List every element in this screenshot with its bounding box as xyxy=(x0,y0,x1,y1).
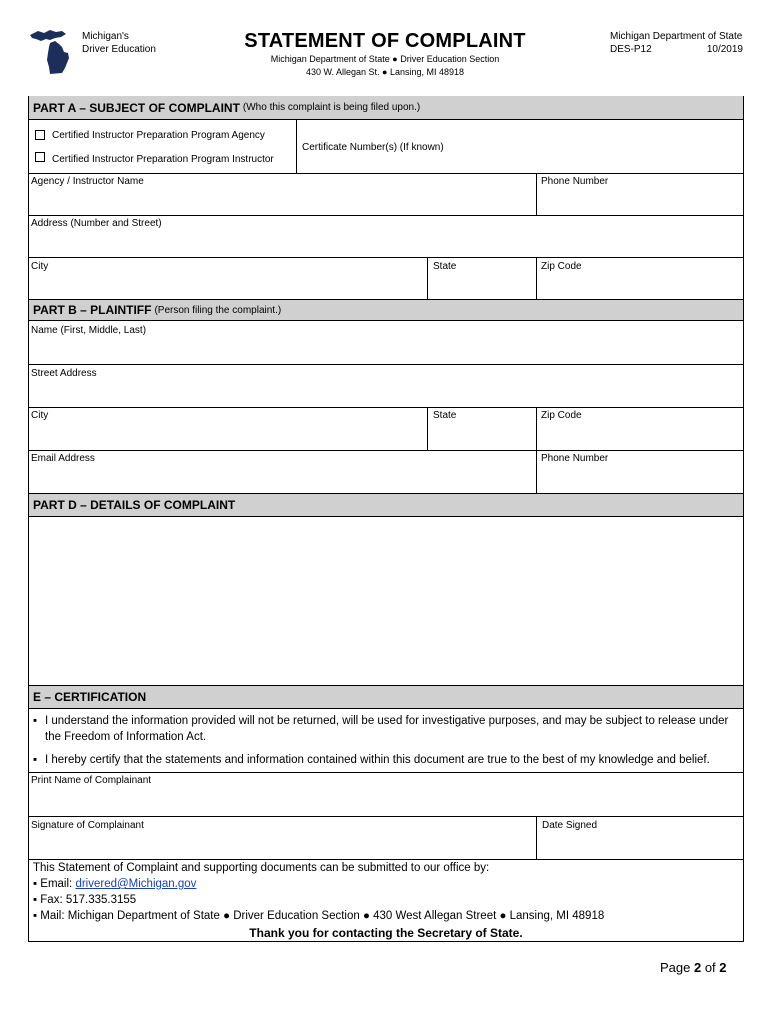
certification-line2: the Freedom of Information Act. xyxy=(45,731,207,743)
part-a-note: (Who this complaint is being filed upon.) xyxy=(242,102,421,113)
thank-you-message: Thank you for contacting the Secretary of State. xyxy=(249,926,523,940)
program-name-line2: Driver Education xyxy=(82,44,156,55)
agency-instructor-name-field[interactable]: Agency / Instructor Name xyxy=(31,176,144,187)
form-date: 10/2019 xyxy=(706,44,743,55)
option-agency-label: Certified Instructor Preparation Program Agency xyxy=(52,130,265,141)
plaintiff-email-field[interactable]: Email Address xyxy=(31,453,95,464)
part-b-header xyxy=(29,299,743,321)
plaintiff-zip-field[interactable]: Zip Code xyxy=(541,410,582,421)
plaintiff-city-field[interactable]: City xyxy=(31,410,49,421)
date-signed-field[interactable]: Date Signed xyxy=(542,820,598,831)
submission-mail: ▪ Mail: Michigan Department of State ● Driver Education Section ● 430 West Allegan Street ● Lansing, MI 48918 xyxy=(33,910,605,922)
bullet-icon: ▪ xyxy=(33,754,38,766)
department-name: Michigan Department of State xyxy=(610,31,743,42)
plaintiff-street-field[interactable]: Street Address xyxy=(31,368,97,379)
michigan-map-logo xyxy=(28,26,76,76)
subtitle-line1: Michigan Department of State ● Driver Education Section xyxy=(270,54,500,64)
plaintiff-state-field[interactable]: State xyxy=(433,410,457,421)
print-name-field[interactable]: Print Name of Complainant xyxy=(31,775,152,786)
certification-line1: I understand the information provided will not be returned, will be used for investigative purposes, and may be subject to release under xyxy=(45,715,729,727)
complaint-form xyxy=(28,96,744,942)
submission-fax: ▪ Fax: 517.335.3155 xyxy=(33,894,137,906)
part-d-title: PART D – DETAILS OF COMPLAINT xyxy=(33,498,236,512)
checkbox-instructor[interactable] xyxy=(35,152,45,162)
agency-address-field[interactable]: Address (Number and Street) xyxy=(31,218,162,229)
part-b-title: PART B – PLAINTIFF xyxy=(33,303,152,317)
certification-statement-2: I hereby certify that the statements and information contained within this document are true to the best of my knowledge and belief. xyxy=(45,754,710,766)
email-prefix: ▪ Email: xyxy=(33,878,73,890)
agency-city-field[interactable]: City xyxy=(31,261,49,272)
agency-zip-field[interactable]: Zip Code xyxy=(541,261,582,272)
page-number xyxy=(660,960,727,975)
page-current: 2 xyxy=(693,960,702,975)
part-e-title: E – CERTIFICATION xyxy=(33,690,147,704)
program-name xyxy=(82,30,156,56)
page-middle: of xyxy=(701,960,720,975)
checkbox-agency[interactable] xyxy=(35,130,45,140)
submission-email xyxy=(33,878,196,891)
plaintiff-phone-field[interactable]: Phone Number xyxy=(541,453,609,464)
submission-intro: This Statement of Complaint and supporting documents can be submitted to our office by: xyxy=(33,862,490,874)
part-b-note: (Person filing the complaint.) xyxy=(154,304,282,316)
email-link[interactable]: drivered@Michigan.gov xyxy=(75,878,197,890)
agency-phone-field[interactable]: Phone Number xyxy=(541,176,609,187)
document-title: STATEMENT OF COMPLAINT xyxy=(244,30,526,52)
bullet-icon: ▪ xyxy=(33,715,38,727)
form-info xyxy=(610,30,743,56)
program-name-line1: Michigan's xyxy=(82,31,129,42)
part-a-header xyxy=(29,96,743,120)
page-prefix: Page xyxy=(660,960,694,975)
signature-field[interactable]: Signature of Complainant xyxy=(31,820,144,831)
part-a-title: PART A – SUBJECT OF COMPLAINT xyxy=(33,100,240,115)
subtitle-line2: 430 W. Allegan St. ● Lansing, MI 48918 xyxy=(305,67,465,77)
option-instructor-label: Certified Instructor Preparation Program Instructor xyxy=(52,154,274,165)
certification-statement-1 xyxy=(45,713,735,745)
page-total: 2 xyxy=(719,960,727,975)
certificate-number-field[interactable]: Certificate Number(s) (If known) xyxy=(302,142,444,153)
part-e-header xyxy=(29,685,743,709)
part-d-header xyxy=(29,493,743,517)
complaint-details-textarea[interactable] xyxy=(29,517,743,685)
plaintiff-name-field[interactable]: Name (First, Middle, Last) xyxy=(31,325,147,336)
form-number: DES-P12 xyxy=(610,44,652,55)
document-subtitle xyxy=(200,53,570,79)
agency-state-field[interactable]: State xyxy=(433,261,457,272)
